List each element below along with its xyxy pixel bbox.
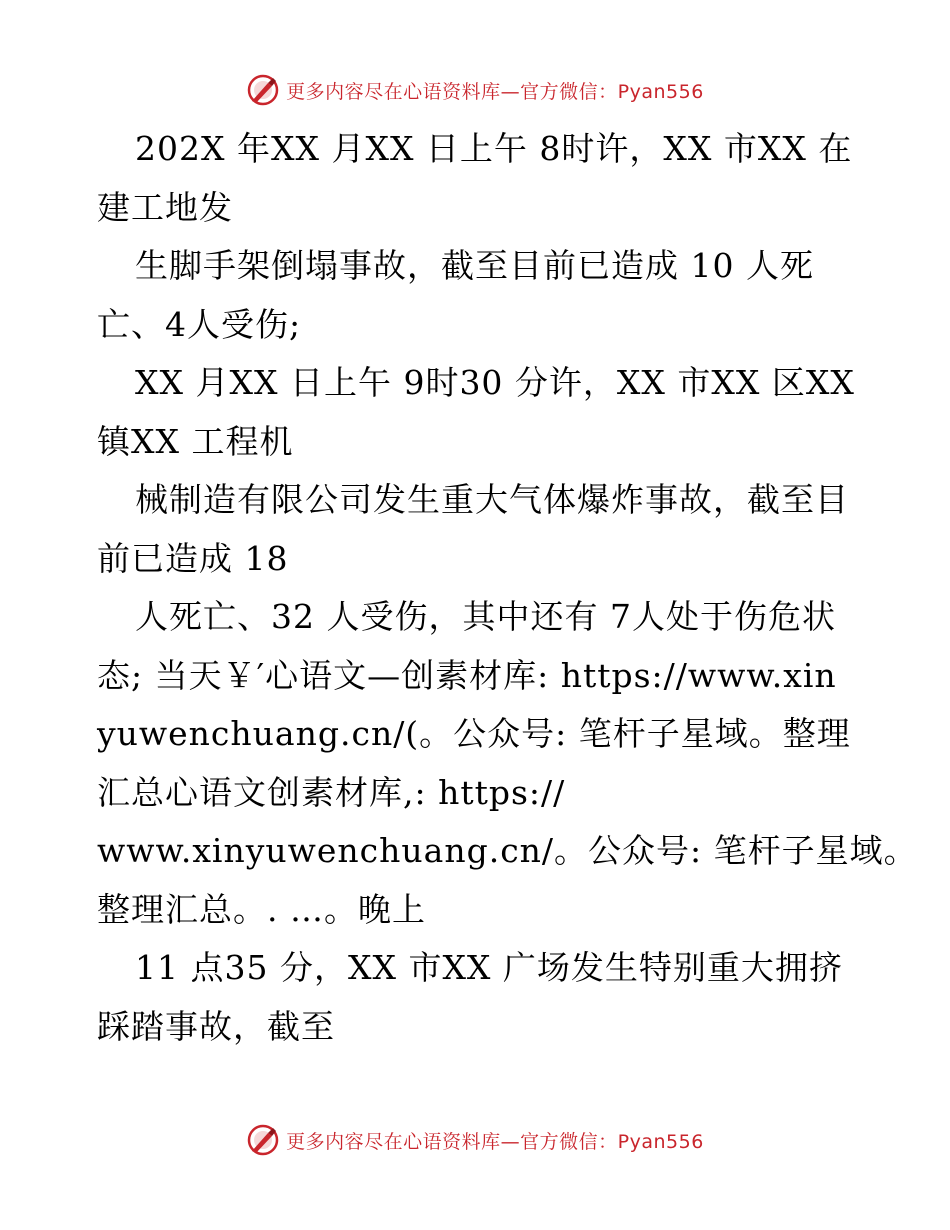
body-line: XX 月XX 日上午 9时30 分许，XX 市XX 区XX [135, 363, 855, 402]
body-line: 态; 当天￥′心语文—创素材库: https://www.xin [97, 655, 837, 695]
body-line: 械制造有限公司发生重大气体爆炸事故，截至目 [135, 480, 849, 519]
header-watermark-banner [0, 70, 950, 110]
body-line: 汇总心语文创素材库,: https:// [97, 772, 566, 812]
body-line: 亡、4人受伤; [97, 304, 302, 344]
body-line: www.xinyuwenchuang.cn/。公众号: 笔杆子星域。 [97, 831, 918, 870]
pen-logo-icon [246, 73, 280, 107]
body-line: 人死亡、32 人受伤，其中还有 7人处于伤危状 [135, 597, 836, 636]
body-line: 11 点35 分，XX 市XX 广场发生特别重大拥挤 [135, 948, 843, 987]
body-line: 202X 年XX 月XX 日上午 8时许，XX 市XX 在 [135, 129, 853, 168]
body-line: 整理汇总。. …。晚上 [97, 889, 426, 929]
body-line: 前已造成 18 [97, 538, 289, 578]
document-body [97, 120, 918, 1056]
pen-logo-icon [246, 1123, 280, 1157]
body-line: yuwenchuang.cn/(。公众号: 笔杆子星域。整理 [97, 714, 851, 753]
body-line: 镇XX 工程机 [97, 421, 294, 461]
footer-watermark-text: 更多内容尽在心语资料库—官方微信：Pyan556 [286, 1130, 704, 1153]
body-line: 生脚手架倒塌事故，截至目前已造成 10 人死 [135, 246, 814, 285]
body-line: 踩踏事故，截至 [97, 1006, 335, 1046]
body-line: 建工地发 [97, 187, 233, 227]
header-watermark-text: 更多内容尽在心语资料库—官方微信：Pyan556 [286, 80, 704, 103]
footer-watermark-banner [0, 1120, 950, 1160]
